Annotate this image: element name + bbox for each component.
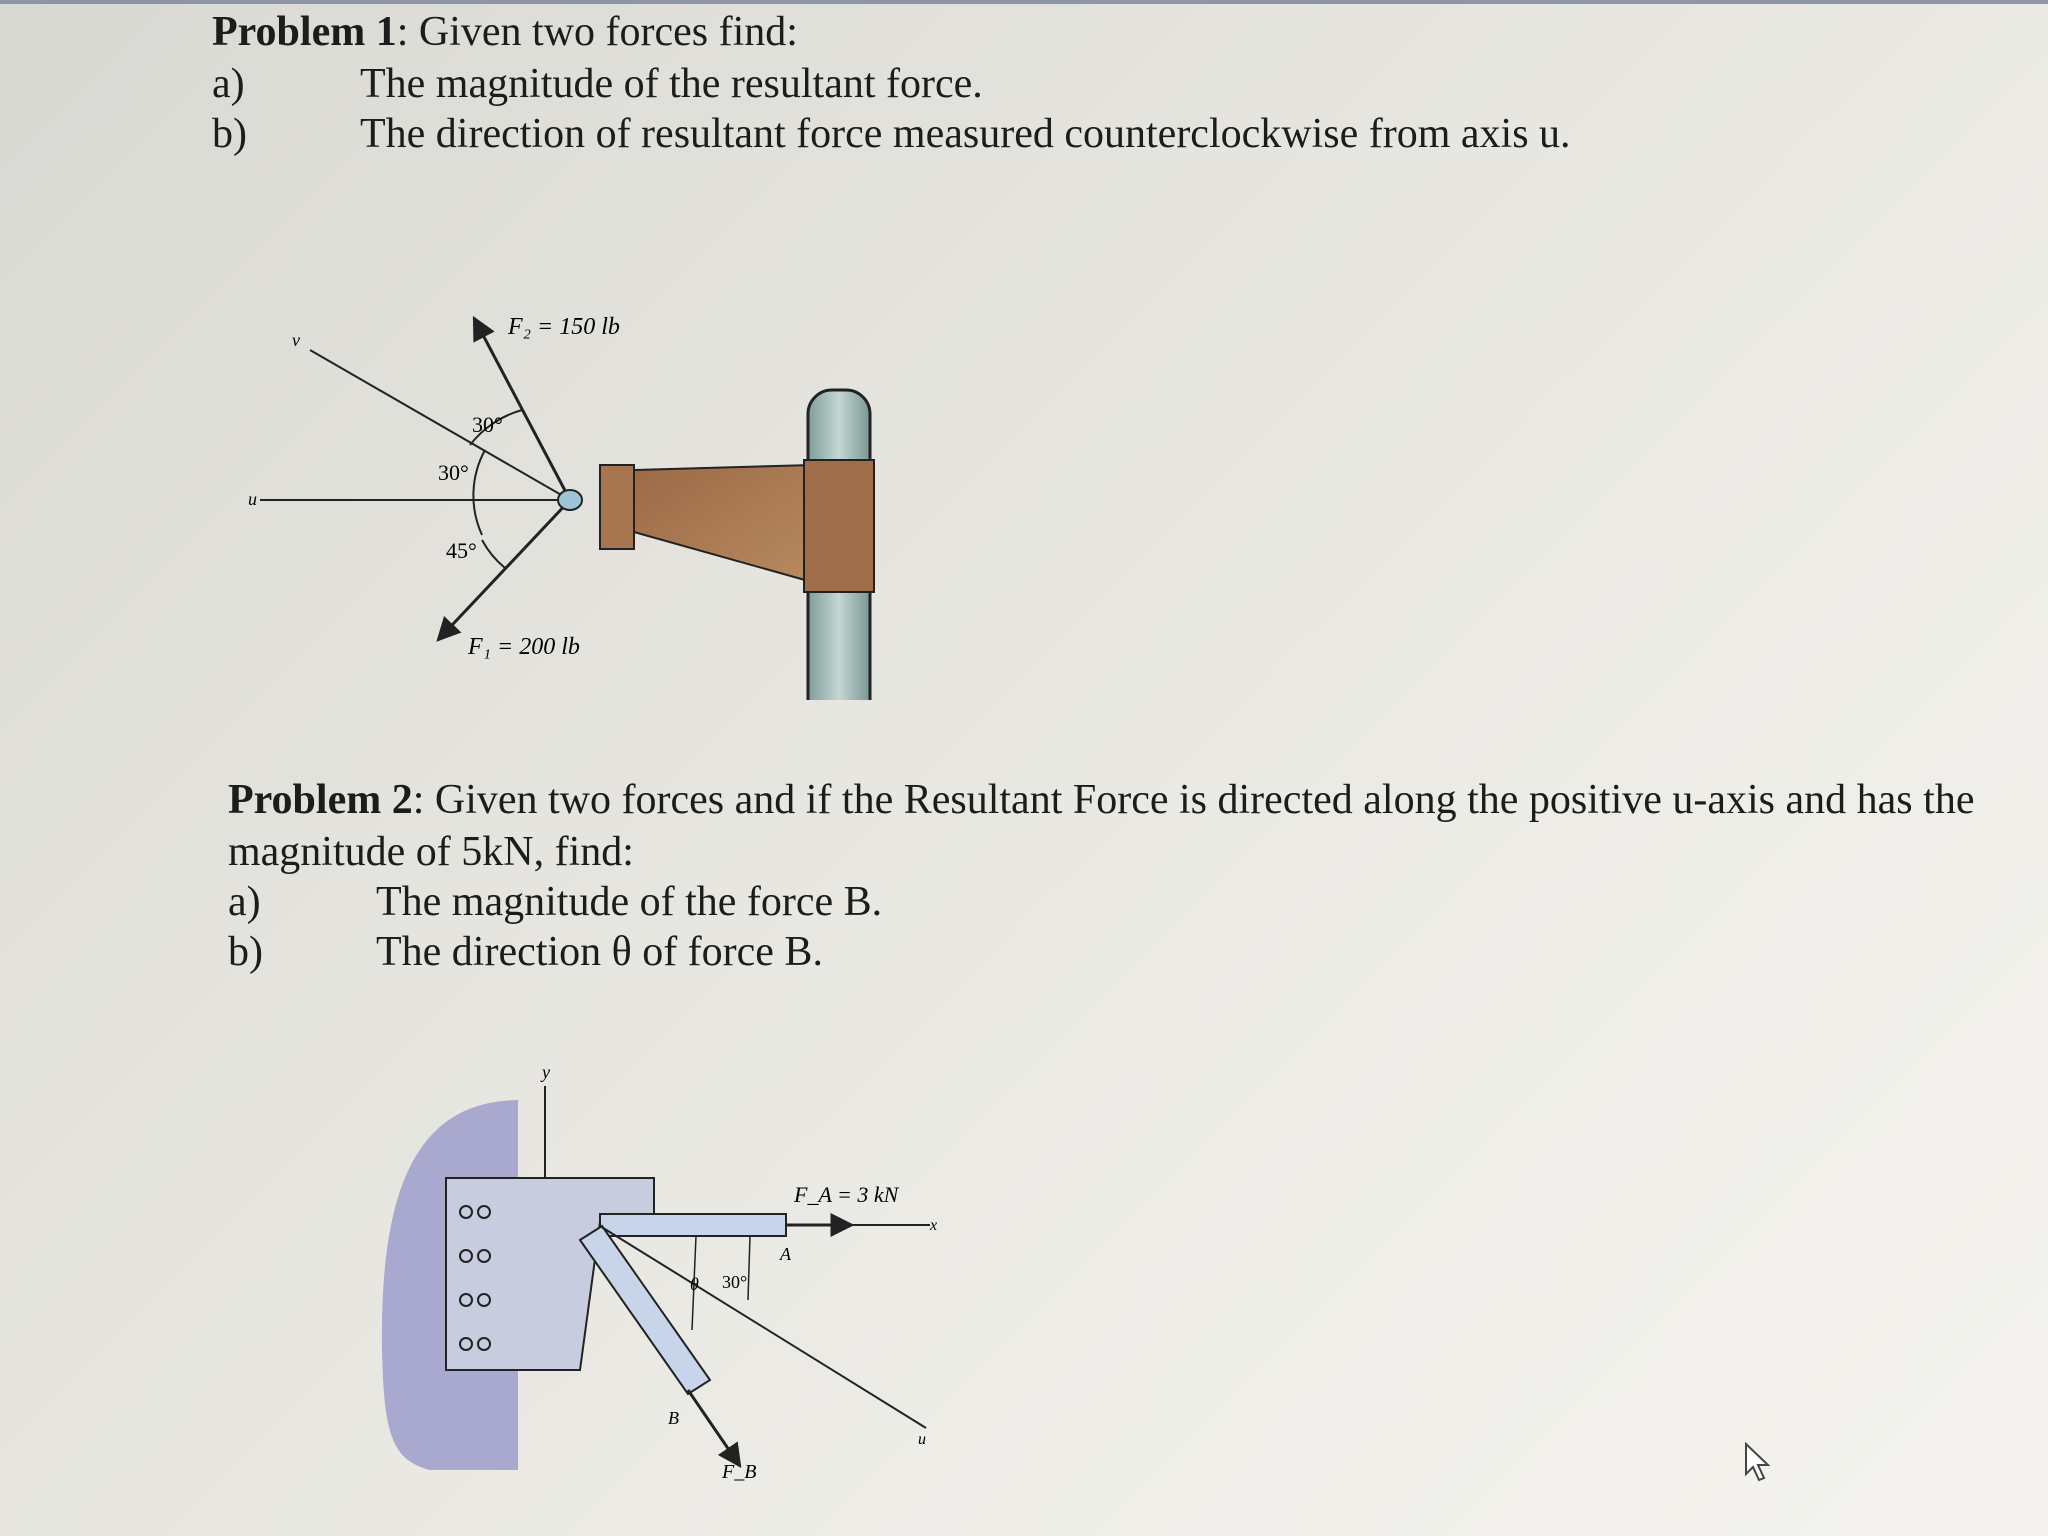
f2-label: F₂ = 150 lb (508, 314, 620, 340)
u-axis-label-2: u (918, 1431, 926, 1448)
problem1-item-a (212, 58, 983, 110)
bracket-arm (634, 465, 812, 582)
eye-bolt (558, 490, 582, 510)
problem2-prompt: : Given two forces and if the Resultant Force is directed along the positive u-axis and has the magnitude of 5kN, find: (228, 777, 1975, 875)
x-axis-label: x (930, 1217, 938, 1234)
angle-v-label: 30° (438, 460, 469, 485)
problem1-item-b-text: The direction of resultant force measured counterclockwise from axis u. (360, 111, 1571, 157)
bracket-collar (600, 465, 634, 549)
problem2-label: Problem 2 (228, 777, 413, 823)
angle-arc-lower (482, 540, 505, 568)
problem1-prompt: : Given two forces find: (396, 9, 798, 55)
problem1-heading (212, 6, 798, 58)
u-axis-label: u (248, 489, 257, 509)
v-axis-label: v (292, 330, 300, 350)
angle-reference-line (748, 1236, 750, 1300)
angle-f2-label: 30° (472, 412, 503, 437)
problem2-item-b-text: The direction θ of force B. (376, 929, 823, 975)
y-axis-label: y (542, 1062, 550, 1082)
fb-label: F_B (722, 1461, 757, 1483)
point-a-label: A (780, 1244, 791, 1264)
angle-arc-left (473, 450, 485, 535)
problem1-label: Problem 1 (212, 9, 397, 55)
fa-label: F_A = 3 kN (794, 1182, 899, 1207)
problem1-item-b (212, 108, 1571, 160)
theta-label: θ (690, 1274, 699, 1294)
problem1-figure (230, 300, 910, 700)
problem2-item-a-marker: a) (228, 879, 261, 925)
problem2-heading (228, 774, 2028, 878)
top-border (0, 0, 2048, 4)
mouse-cursor-icon (1742, 1442, 1776, 1482)
member-b (580, 1226, 710, 1394)
member-a (600, 1214, 786, 1236)
angle-30-label: 30° (722, 1272, 748, 1292)
pipe-clamp (804, 460, 874, 592)
problem2-item-a-text: The magnitude of the force B. (376, 879, 883, 925)
angle-f1-label: 45° (446, 538, 477, 563)
f1-label: F₁ = 200 lb (468, 634, 580, 660)
problem1-item-a-text: The magnitude of the resultant force. (360, 61, 983, 107)
problem1-item-a-marker: a) (212, 61, 245, 107)
point-b-label: B (668, 1408, 679, 1428)
fb-arrow (688, 1390, 740, 1466)
problem2-item-a (228, 876, 882, 928)
f1-arrow (438, 500, 570, 640)
problem2-item-b (228, 926, 823, 978)
problem2-figure (370, 1050, 970, 1500)
problem1-item-b-marker: b) (212, 111, 247, 157)
problem2-item-b-marker: b) (228, 929, 263, 975)
